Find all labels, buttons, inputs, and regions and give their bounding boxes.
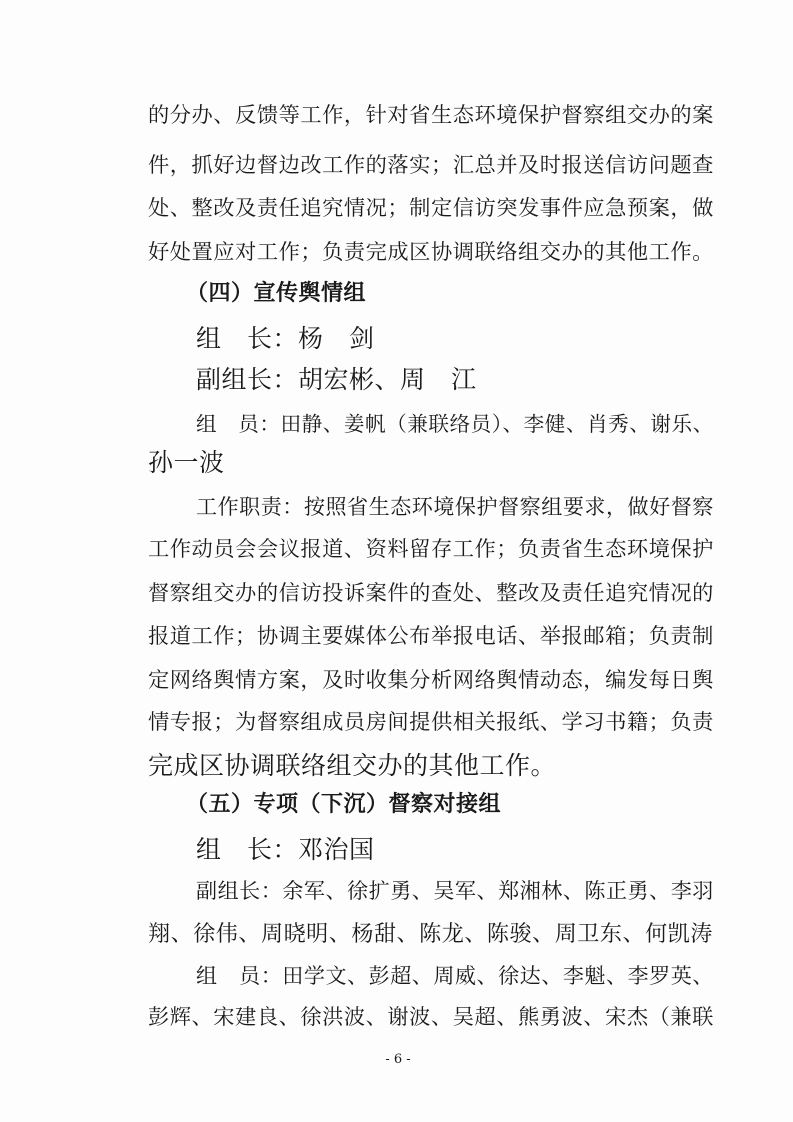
text-line: 好处置应对工作；负责完成区协调联络组交办的其他工作。: [148, 240, 714, 265]
text-line: 工作职责：按照省生态环境保护督察组要求，做好督察: [196, 494, 714, 519]
text-line: 组 长：邓治国: [196, 835, 375, 864]
text-line: 副组长：胡宏彬、周 江: [196, 365, 477, 394]
text-line: 工作动员会会议报道、资料留存工作；负责省生态环境保护: [148, 537, 714, 562]
text-line: 完成区协调联络组交办的其他工作。: [148, 751, 557, 780]
section-heading: （四）宣传舆情组: [186, 281, 367, 306]
text-line: 情专报；为督察组成员房间提供相关报纸、学习书籍；负责: [148, 710, 714, 735]
text-line: 的分办、反馈等工作，针对省生态环境保护督察组交办的案: [148, 103, 714, 128]
text-line: 副组长：余军、徐扩勇、吴军、郑湘林、陈正勇、李羽: [196, 878, 714, 903]
text-line: 组 长：杨 剑: [196, 324, 375, 353]
text-line: 组 员：田静、姜帆（兼联络员）、李健、肖秀、谢乐、: [196, 412, 714, 436]
text-line: 孙一波: [148, 448, 225, 477]
text-line: 翔、徐伟、周晓明、杨甜、陈龙、陈骏、周卫东、何凯涛: [148, 921, 713, 947]
page-number: - 6 -: [385, 1052, 411, 1067]
text-line: 定网络舆情方案，及时收集分析网络舆情动态，编发每日舆: [148, 668, 714, 693]
text-line: 彭辉、宋建良、徐洪波、谢波、吴超、熊勇波、宋杰（兼联: [148, 1005, 714, 1030]
text-line: 件，抓好边督边改工作的落实；汇总并及时报送信访问题查: [148, 153, 714, 178]
text-line: 组 员：田学文、彭超、周威、徐达、李魁、李罗英、: [196, 963, 714, 988]
text-line: 报道工作；协调主要媒体公布举报电话、举报邮箱；负责制: [148, 624, 714, 649]
text-line: 督察组交办的信访投诉案件的查处、整改及责任追究情况的: [148, 581, 714, 606]
section-heading: （五）专项（下沉）督察对接组: [186, 792, 502, 817]
text-line: 处、整改及责任追究情况；制定信访突发事件应急预案，做: [148, 196, 714, 221]
